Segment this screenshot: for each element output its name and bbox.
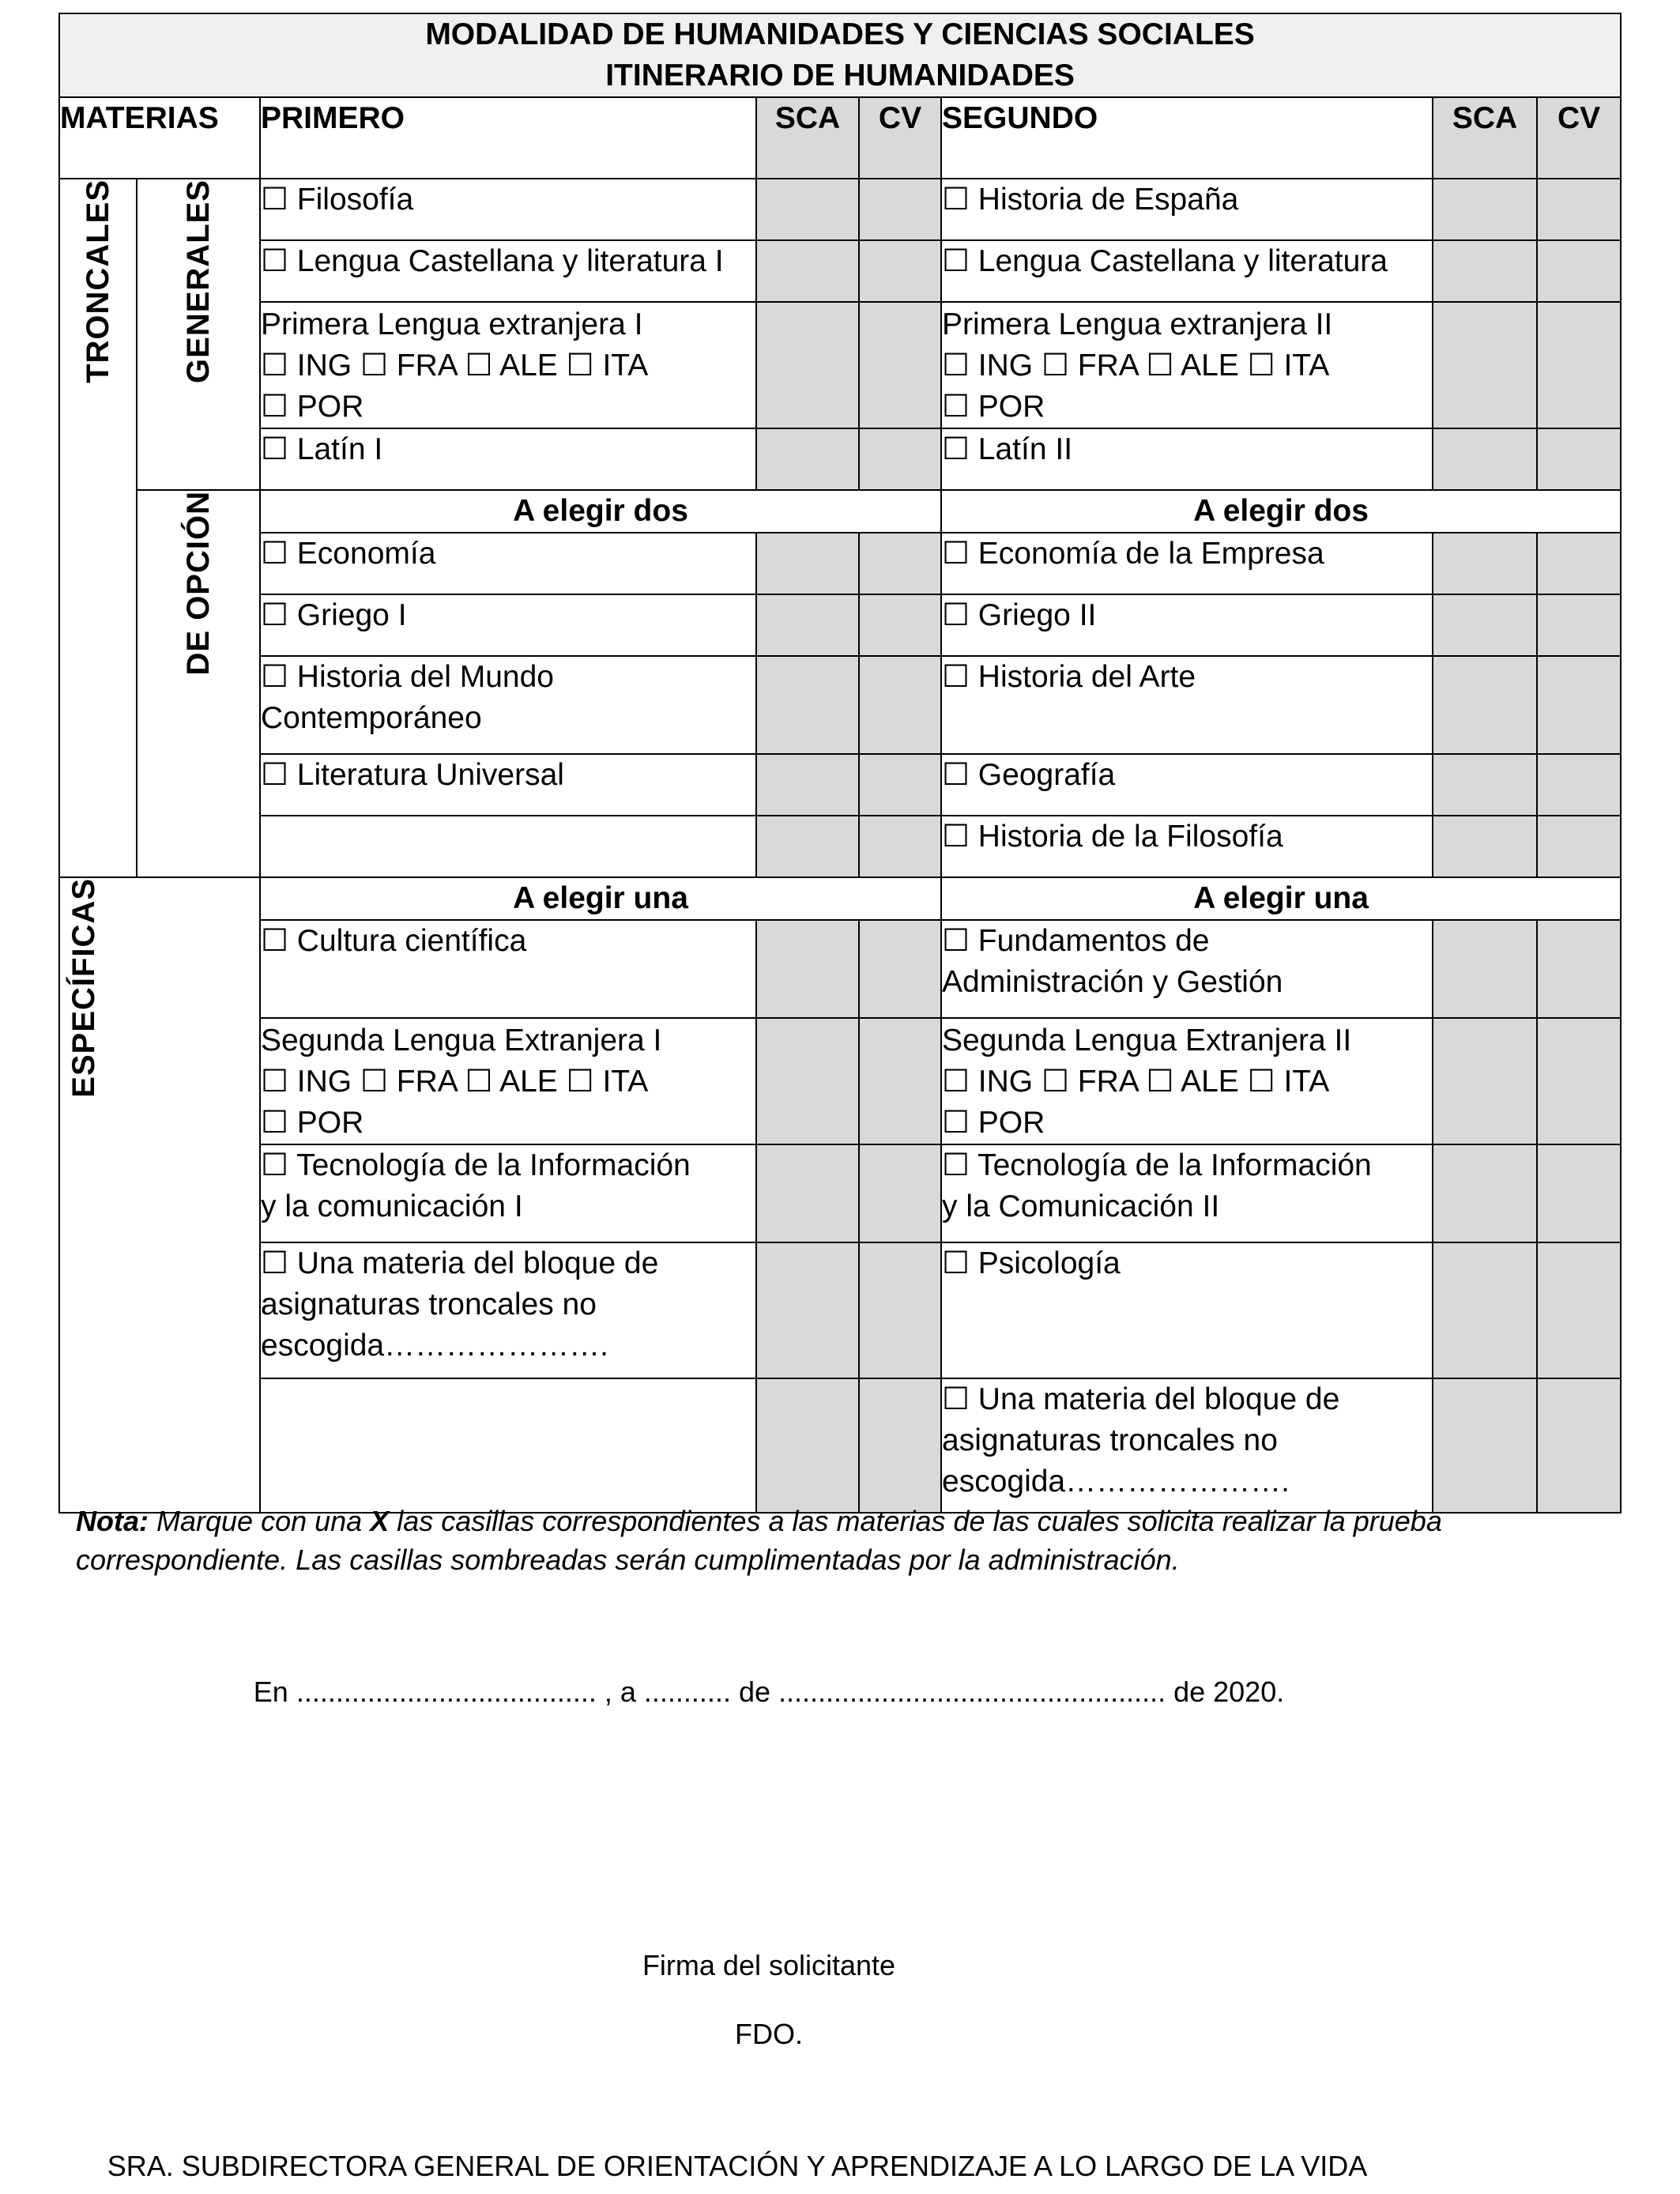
header-cv-segundo: CV bbox=[1537, 97, 1621, 179]
especificas-segundo-0[interactable] bbox=[941, 920, 1433, 1018]
subject-line: ☐ Cultura científica bbox=[261, 924, 527, 958]
cv-box bbox=[859, 240, 941, 302]
subject-line: y la comunicación I bbox=[261, 1189, 523, 1223]
subject-line: ☐ POR bbox=[942, 390, 1045, 424]
addressee: SRA. SUBDIRECTORA GENERAL DE ORIENTACIÓN Y APRENDIZAJE A LO LARGO DE LA VIDA bbox=[107, 2150, 1368, 2182]
sca-box bbox=[1433, 816, 1537, 877]
subject-line: ☐ Griego II bbox=[942, 598, 1097, 632]
cv-box bbox=[859, 302, 941, 428]
subject-line: ☐ Economía de la Empresa bbox=[942, 537, 1324, 571]
generales-label: GENERALES bbox=[181, 179, 216, 383]
generales-segundo-1[interactable] bbox=[941, 240, 1433, 302]
cv-box bbox=[1537, 920, 1621, 1018]
opcion-segundo-4[interactable] bbox=[941, 816, 1433, 877]
subject-line: ☐ Griego I bbox=[261, 598, 407, 632]
note-text-after: las casillas correspondientes a las materias de las cuales solicita realizar la prueba correspondiente. Las casillas sombreadas serán cumplimentadas por la administración. bbox=[76, 1505, 1442, 1576]
subject-line: ☐ Latín I bbox=[261, 432, 383, 466]
cv-box bbox=[1537, 816, 1621, 877]
sca-box bbox=[756, 179, 859, 240]
cv-box bbox=[859, 594, 941, 656]
subject-line: ☐ Historia de la Filosofía bbox=[942, 820, 1283, 854]
generales-primero-1[interactable] bbox=[260, 240, 756, 302]
fdo-label: FDO. bbox=[735, 2018, 803, 2050]
cv-box bbox=[859, 816, 941, 877]
subject-line: ☐ Psicología bbox=[942, 1246, 1121, 1280]
opcion-segundo-2[interactable] bbox=[941, 656, 1433, 754]
sca-box bbox=[756, 1378, 859, 1513]
note bbox=[76, 1502, 1577, 1579]
subject-line: ☐ Latín II bbox=[942, 432, 1073, 466]
subject-line: ☐ ING ☐ FRA ☐ ALE ☐ ITA bbox=[942, 1065, 1330, 1099]
subject-line: ☐ Una materia del bloque de bbox=[942, 1382, 1340, 1416]
cv-box bbox=[1537, 594, 1621, 656]
note-text-before: Marque con una bbox=[149, 1505, 371, 1537]
sca-box bbox=[1433, 920, 1537, 1018]
sca-box bbox=[1433, 1378, 1537, 1513]
subject-line: ☐ POR bbox=[261, 1106, 364, 1140]
signature-label: Firma del solicitante bbox=[642, 1949, 896, 1981]
cv-box bbox=[1537, 1242, 1621, 1378]
especificas-segundo-2[interactable] bbox=[941, 1144, 1433, 1242]
sca-box bbox=[1433, 1144, 1537, 1242]
subject-line: ☐ Economía bbox=[261, 537, 436, 571]
sca-box bbox=[1433, 428, 1537, 490]
sca-box bbox=[756, 302, 859, 428]
cv-box bbox=[1537, 428, 1621, 490]
subjects-table bbox=[58, 13, 1622, 1514]
sca-box bbox=[756, 594, 859, 656]
subject-line: ☐ Una materia del bloque de bbox=[261, 1246, 659, 1280]
sca-box bbox=[1433, 1018, 1537, 1144]
cv-box bbox=[859, 1378, 941, 1513]
subject-line: ☐ Tecnología de la Información bbox=[942, 1148, 1372, 1182]
sca-box bbox=[756, 1144, 859, 1242]
group-troncales bbox=[59, 179, 137, 877]
sca-box bbox=[756, 816, 859, 877]
generales-segundo-2[interactable] bbox=[941, 302, 1433, 428]
subject-line: ☐ Fundamentos de bbox=[942, 924, 1210, 958]
header-segundo: SEGUNDO bbox=[941, 97, 1433, 179]
subject-line: ☐ Historia del Arte bbox=[942, 660, 1196, 694]
subject-line: ☐ ING ☐ FRA ☐ ALE ☐ ITA bbox=[942, 349, 1330, 383]
subject-line: asignaturas troncales no bbox=[261, 1287, 597, 1321]
sca-box bbox=[1433, 179, 1537, 240]
sca-box bbox=[1433, 754, 1537, 816]
subject-line: ☐ Filosofía bbox=[261, 183, 414, 217]
sca-box bbox=[1433, 656, 1537, 754]
subject-line: y la Comunicación II bbox=[942, 1189, 1220, 1223]
cv-box bbox=[859, 179, 941, 240]
opcion-primero-4[interactable] bbox=[260, 816, 756, 877]
cv-box bbox=[859, 1242, 941, 1378]
opcion-primero-3[interactable] bbox=[260, 754, 756, 816]
sca-box bbox=[1433, 533, 1537, 594]
generales-primero-0[interactable] bbox=[260, 179, 756, 240]
group-especificas bbox=[59, 877, 260, 1513]
title-line-2: ITINERARIO DE HUMANIDADES bbox=[605, 58, 1075, 92]
generales-primero-2[interactable] bbox=[260, 302, 756, 428]
cv-box bbox=[1537, 656, 1621, 754]
subject-line: escogida…………………. bbox=[261, 1329, 608, 1363]
cv-box bbox=[1537, 179, 1621, 240]
subject-line: ☐ POR bbox=[942, 1106, 1045, 1140]
cv-box bbox=[859, 1144, 941, 1242]
header-primero: PRIMERO bbox=[260, 97, 756, 179]
sca-box bbox=[1433, 302, 1537, 428]
opcion-segundo-3[interactable] bbox=[941, 754, 1433, 816]
cv-box bbox=[859, 656, 941, 754]
especificas-primero-2[interactable] bbox=[260, 1144, 756, 1242]
header-sca-segundo: SCA bbox=[1433, 97, 1537, 179]
especificas-segundo-3[interactable] bbox=[941, 1242, 1433, 1378]
subject-line: Primera Lengua extranjera II bbox=[942, 307, 1333, 341]
cv-box bbox=[859, 428, 941, 490]
especificas-primero-4[interactable] bbox=[260, 1378, 756, 1513]
subject-line: Administración y Gestión bbox=[942, 965, 1283, 999]
cv-box bbox=[1537, 240, 1621, 302]
cv-box bbox=[859, 754, 941, 816]
sca-box bbox=[756, 1242, 859, 1378]
troncales-label: TRONCALES bbox=[81, 179, 115, 383]
sca-box bbox=[756, 533, 859, 594]
especificas-label: ESPECÍFICAS bbox=[66, 878, 101, 1098]
subject-line: ☐ Literatura Universal bbox=[261, 758, 564, 792]
group-de-opcion bbox=[137, 490, 260, 877]
subject-line: ☐ ING ☐ FRA ☐ ALE ☐ ITA bbox=[261, 349, 649, 383]
generales-segundo-0[interactable] bbox=[941, 179, 1433, 240]
generales-primero-3[interactable] bbox=[260, 428, 756, 490]
note-mark: X bbox=[370, 1505, 390, 1537]
cv-box bbox=[1537, 1378, 1621, 1513]
cv-box bbox=[859, 1018, 941, 1144]
form-title bbox=[59, 13, 1621, 97]
cv-box bbox=[1537, 302, 1621, 428]
sca-box bbox=[756, 656, 859, 754]
subject-line: ☐ POR bbox=[261, 390, 364, 424]
opcion-choose-primero: A elegir dos bbox=[260, 490, 941, 533]
title-line-1: MODALIDAD DE HUMANIDADES Y CIENCIAS SOCIALES bbox=[425, 17, 1255, 51]
cv-box bbox=[1537, 754, 1621, 816]
cv-box bbox=[1537, 533, 1621, 594]
generales-segundo-3[interactable] bbox=[941, 428, 1433, 490]
opcion-segundo-0[interactable] bbox=[941, 533, 1433, 594]
header-materias: MATERIAS bbox=[59, 97, 260, 179]
especificas-choose-primero: A elegir una bbox=[260, 877, 941, 920]
subject-line: Segunda Lengua Extranjera I bbox=[261, 1023, 662, 1057]
subject-line: ☐ Tecnología de la Información bbox=[261, 1148, 691, 1182]
opcion-segundo-1[interactable] bbox=[941, 594, 1433, 656]
header-cv-primero: CV bbox=[859, 97, 941, 179]
subject-line: ☐ Lengua Castellana y literatura bbox=[942, 244, 1388, 278]
sca-box bbox=[1433, 240, 1537, 302]
sca-box bbox=[756, 240, 859, 302]
especificas-segundo-4[interactable] bbox=[941, 1378, 1433, 1513]
subject-line: ☐ Historia de España bbox=[942, 183, 1239, 217]
subject-line: asignaturas troncales no bbox=[942, 1423, 1278, 1457]
sca-box bbox=[756, 920, 859, 1018]
cv-box bbox=[1537, 1018, 1621, 1144]
especificas-primero-0[interactable] bbox=[260, 920, 756, 1018]
date-line[interactable]: En ...................................... , a ........... de ................................................. de 2020. bbox=[253, 1676, 1285, 1708]
subject-line: Primera Lengua extranjera I bbox=[261, 307, 643, 341]
especificas-primero-1[interactable] bbox=[260, 1018, 756, 1144]
subject-line: ☐ Lengua Castellana y literatura I bbox=[261, 244, 724, 278]
sca-box bbox=[1433, 1242, 1537, 1378]
sca-box bbox=[756, 1018, 859, 1144]
opcion-primero-1[interactable] bbox=[260, 594, 756, 656]
group-generales bbox=[137, 179, 260, 490]
subject-line: ☐ Historia del Mundo bbox=[261, 660, 554, 694]
de-opcion-label: DE OPCIÓN bbox=[181, 491, 216, 676]
opcion-primero-2[interactable] bbox=[260, 656, 756, 754]
opcion-primero-0[interactable] bbox=[260, 533, 756, 594]
opcion-choose-segundo: A elegir dos bbox=[941, 490, 1621, 533]
sca-box bbox=[1433, 594, 1537, 656]
note-label: Nota: bbox=[76, 1505, 149, 1537]
cv-box bbox=[859, 920, 941, 1018]
subject-line: ☐ Geografía bbox=[942, 758, 1116, 792]
subject-line: Segunda Lengua Extranjera II bbox=[942, 1023, 1352, 1057]
especificas-segundo-1[interactable] bbox=[941, 1018, 1433, 1144]
especificas-primero-3[interactable] bbox=[260, 1242, 756, 1378]
sca-box bbox=[756, 754, 859, 816]
cv-box bbox=[1537, 1144, 1621, 1242]
header-sca-primero: SCA bbox=[756, 97, 859, 179]
subject-line: escogida…………………. bbox=[942, 1465, 1290, 1498]
subject-line: ☐ ING ☐ FRA ☐ ALE ☐ ITA bbox=[261, 1065, 649, 1099]
cv-box bbox=[859, 533, 941, 594]
especificas-choose-segundo: A elegir una bbox=[941, 877, 1621, 920]
subject-line: Contemporáneo bbox=[261, 701, 482, 735]
sca-box bbox=[756, 428, 859, 490]
